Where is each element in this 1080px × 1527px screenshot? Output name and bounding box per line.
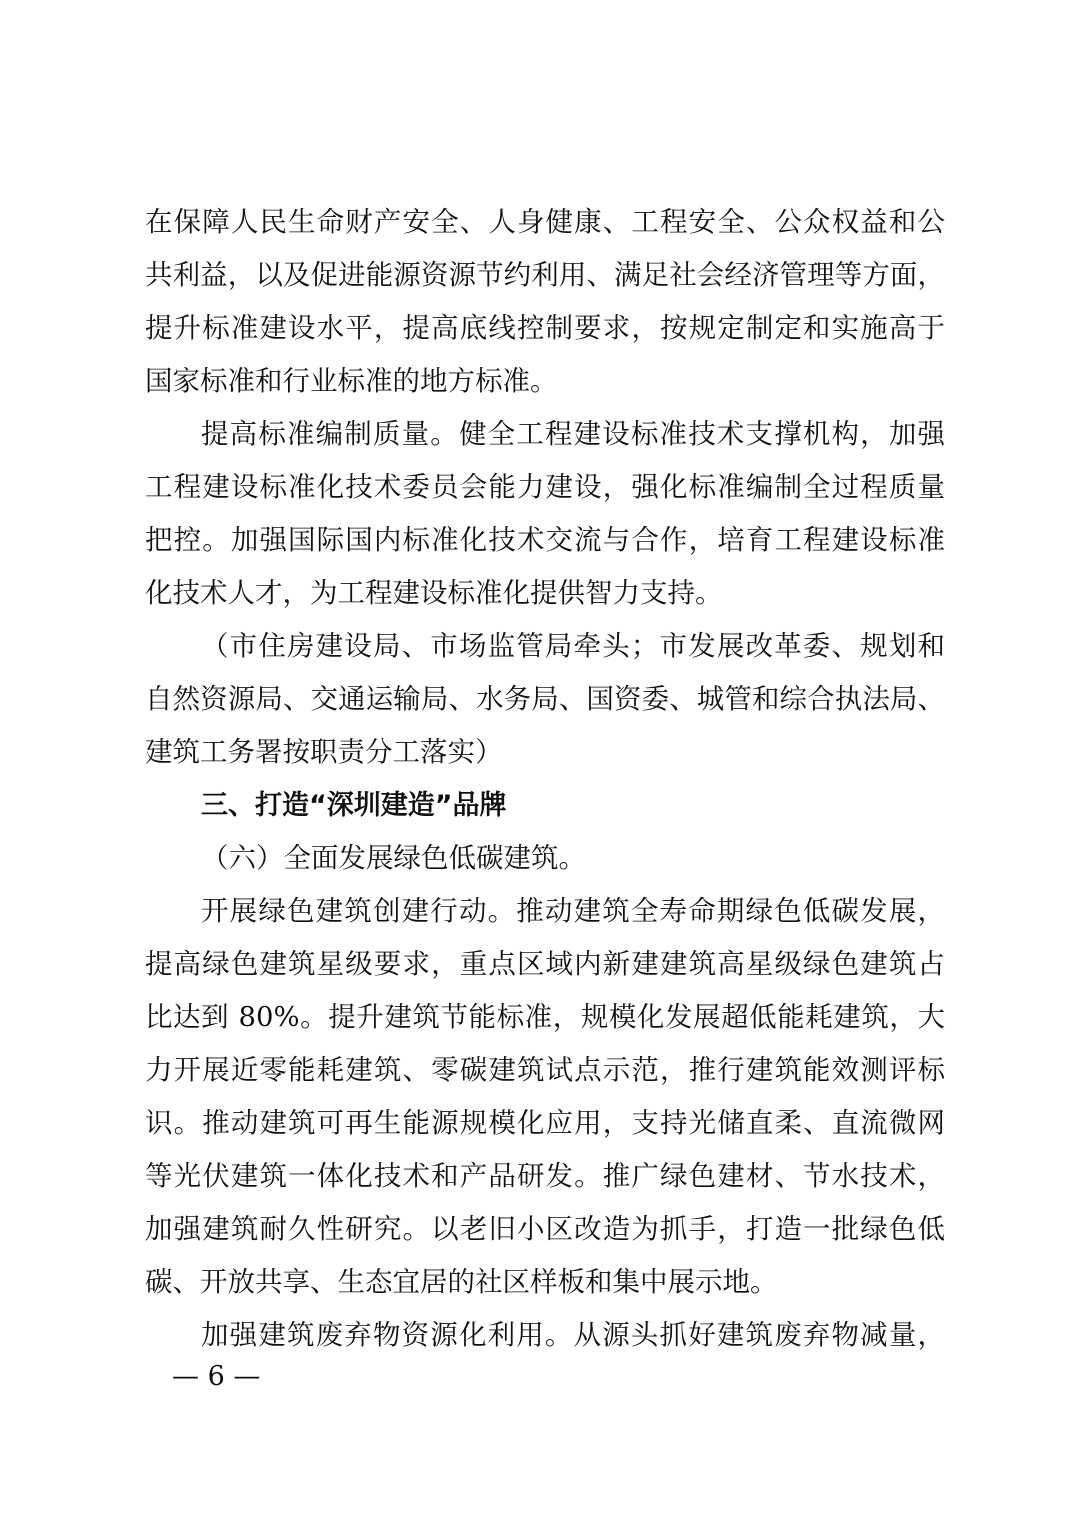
text-line-01: 在保障人民生命财产安全、人身健康、工程安全、公众权益和公	[145, 206, 945, 238]
text-line-20: 加强建筑耐久性研究。以老旧小区改造为抓手，打造一批绿色低	[145, 1213, 945, 1245]
text-line-14: 开展绿色建筑创建行动。推动建筑全寿命期绿色低碳发展，	[201, 895, 945, 927]
text-line-16: 比达到 80%。提升建筑节能标准，规模化发展超低能耗建筑，大	[145, 1001, 945, 1033]
text-line-04: 国家标准和行业标准的地方标准。	[145, 365, 558, 397]
section-heading: 三、打造“深圳建造”品牌	[201, 790, 507, 821]
text-line-10: 自然资源局、交通运输局、水务局、国资委、城管和综合执法局、	[145, 683, 945, 715]
text-line-06: 工程建设标准化技术委员会能力建设，强化标准编制全过程质量	[145, 471, 945, 503]
text-line-11: 建筑工务署按职责分工落实）	[145, 736, 503, 768]
text-line-21: 碳、开放共享、生态宜居的社区样板和集中展示地。	[145, 1266, 778, 1298]
text-line-18: 识。推动建筑可再生能源规模化应用，支持光储直柔、直流微网	[145, 1107, 945, 1139]
text-line-17: 力开展近零能耗建筑、零碳建筑试点示范，推行建筑能效测评标	[145, 1054, 945, 1086]
text-line-19: 等光伏建筑一体化技术和产品研发。推广绿色建材、节水技术，	[145, 1160, 945, 1192]
text-line-02: 共利益，以及促进能源资源节约利用、满足社会经济管理等方面，	[145, 259, 945, 291]
text-line-05: 提高标准编制质量。健全工程建设标准技术支撑机构，加强	[201, 418, 945, 450]
text-line-09: （市住房建设局、市场监管局牵头；市发展改革委、规划和	[201, 630, 945, 662]
page-number: — 6 —	[172, 1361, 261, 1392]
text-line-03: 提升标准建设水平，提高底线控制要求，按规定制定和实施高于	[145, 312, 945, 344]
text-line-15: 提高绿色建筑星级要求，重点区域内新建建筑高星级绿色建筑占	[145, 948, 945, 980]
text-line-07: 把控。加强国际国内标准化技术交流与合作，培育工程建设标准	[145, 524, 945, 556]
text-line-22: 加强建筑废弃物资源化利用。从源头抓好建筑废弃物减量，	[201, 1319, 945, 1351]
body-text	[145, 196, 945, 1362]
subsection-heading: （六）全面发展绿色低碳建筑。	[201, 842, 586, 874]
text-line-08: 化技术人才，为工程建设标准化提供智力支持。	[145, 577, 723, 609]
